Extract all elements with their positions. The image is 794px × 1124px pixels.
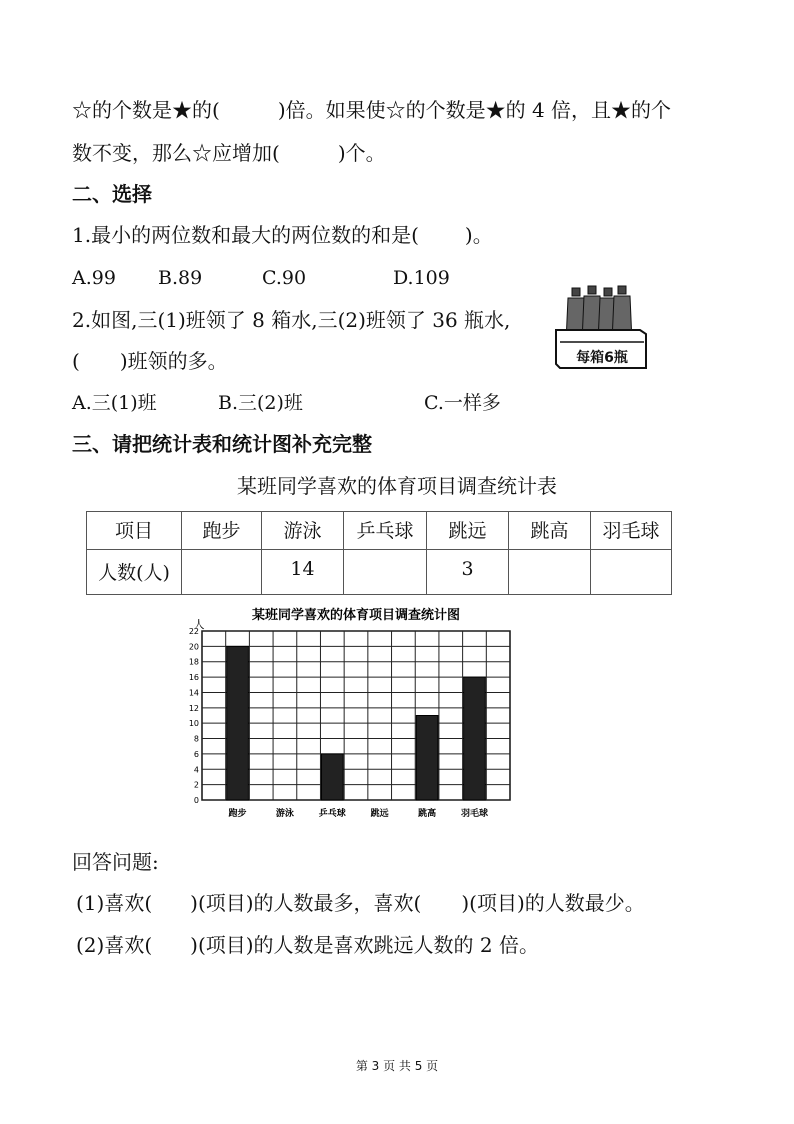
choice-question-1 [72, 221, 493, 249]
table-header-cell: 跳高 [509, 512, 591, 550]
bar-chart [186, 604, 516, 829]
choice-question-2-line2 [72, 347, 228, 375]
y-tick-label: 14 [188, 688, 199, 698]
question-text: 1.最小的两位数和最大的两位数的和是( [72, 223, 419, 247]
question-text: ( [72, 349, 80, 373]
question-text: ☆的个数是★的( [72, 98, 220, 122]
y-tick-label: 2 [193, 780, 199, 790]
table-cell: 14 [262, 550, 344, 595]
question-text: )(项目)的人数最少。 [461, 891, 645, 915]
question-line-2 [72, 139, 386, 167]
table-header-cell: 游泳 [262, 512, 344, 550]
option-b[interactable]: B.三(2)班 [218, 392, 303, 414]
x-tick-label: 羽毛球 [460, 809, 488, 819]
question-line-1 [72, 96, 671, 124]
x-tick-label: 跑步 [228, 809, 247, 819]
table-cell: 人数(人) [87, 550, 182, 595]
table-cell-blank[interactable] [509, 550, 591, 595]
y-tick-label: 12 [188, 703, 199, 713]
x-tick-label: 乒乓球 [318, 809, 346, 819]
question-text: )(项目)的人数是喜欢跳远人数的 2 倍。 [190, 933, 539, 957]
y-tick-label: 16 [188, 673, 199, 683]
y-tick-label: 0 [193, 796, 199, 805]
y-tick-label: 20 [188, 642, 199, 652]
box-label: 每箱6瓶 [576, 350, 628, 366]
chart-bar [464, 677, 486, 800]
choice-question-2: 2.如图,三(1)班领了 8 箱水,三(2)班领了 36 瓶水, [72, 308, 511, 332]
statistics-table [86, 511, 672, 595]
question-text: 数不变，那么☆应增加( [72, 141, 280, 165]
y-tick-label: 18 [188, 657, 199, 667]
bottles-icon [552, 282, 648, 372]
chart-bar [416, 716, 438, 801]
chart-bar [227, 646, 249, 800]
y-tick-label: 8 [193, 734, 199, 744]
section-title: 二、选择 [72, 182, 152, 206]
y-axis-ticks [189, 627, 199, 805]
chart-title: 某班同学喜欢的体育项目调查统计图 [251, 608, 461, 623]
question-text: (1)喜欢( [76, 891, 153, 915]
answer-section-title: 回答问题: [72, 850, 159, 874]
table-cell-blank[interactable] [182, 550, 262, 595]
table-header-cell: 羽毛球 [591, 512, 672, 550]
section-title: 三、请把统计表和统计图补充完整 [72, 432, 372, 456]
question-text: )倍。如果使☆的个数是★的 4 倍，且★的个 [277, 98, 672, 122]
y-tick-label: 10 [188, 719, 199, 729]
y-tick-label: 6 [193, 749, 199, 759]
answer-question-1 [76, 889, 645, 917]
table-header-cell: 项目 [87, 512, 182, 550]
table-title: 某班同学喜欢的体育项目调查统计表 [237, 474, 557, 498]
option-a[interactable]: A.三(1)班 [72, 392, 157, 414]
table-cell-blank[interactable] [591, 550, 672, 595]
x-tick-label: 游泳 [275, 809, 294, 819]
question-text: )班领的多。 [119, 349, 228, 373]
table-header-cell: 跑步 [182, 512, 262, 550]
water-box-illustration [552, 282, 648, 372]
option-d[interactable]: D.109 [393, 267, 450, 289]
question-text: (2)喜欢( [76, 933, 153, 957]
question-text: )(项目)的人数最多，喜欢( [190, 891, 422, 915]
y-tick-label: 4 [193, 765, 199, 775]
bar-chart-svg [186, 604, 516, 829]
table-header-row [87, 512, 672, 550]
chart-bar [321, 754, 343, 800]
question-text: )。 [464, 223, 493, 247]
option-c[interactable]: C.90 [262, 267, 307, 289]
table-header-cell: 跳远 [427, 512, 509, 550]
table-row [87, 550, 672, 595]
option-a[interactable]: A.99 [72, 267, 116, 289]
table-header-cell: 乒乓球 [344, 512, 427, 550]
option-b[interactable]: B.89 [158, 267, 203, 289]
table-cell: 3 [427, 550, 509, 595]
y-tick-label: 22 [188, 627, 199, 636]
x-axis-ticks [229, 807, 488, 819]
y-axis-label: 人 [193, 618, 205, 631]
question-text: )个。 [337, 141, 386, 165]
option-c[interactable]: C.一样多 [424, 392, 501, 414]
table-cell-blank[interactable] [344, 550, 427, 595]
page-footer: 第 3 页 共 5 页 [355, 1059, 439, 1073]
x-tick-label: 跳高 [418, 809, 437, 819]
answer-question-2 [76, 931, 539, 959]
x-tick-label: 跳远 [370, 809, 389, 819]
